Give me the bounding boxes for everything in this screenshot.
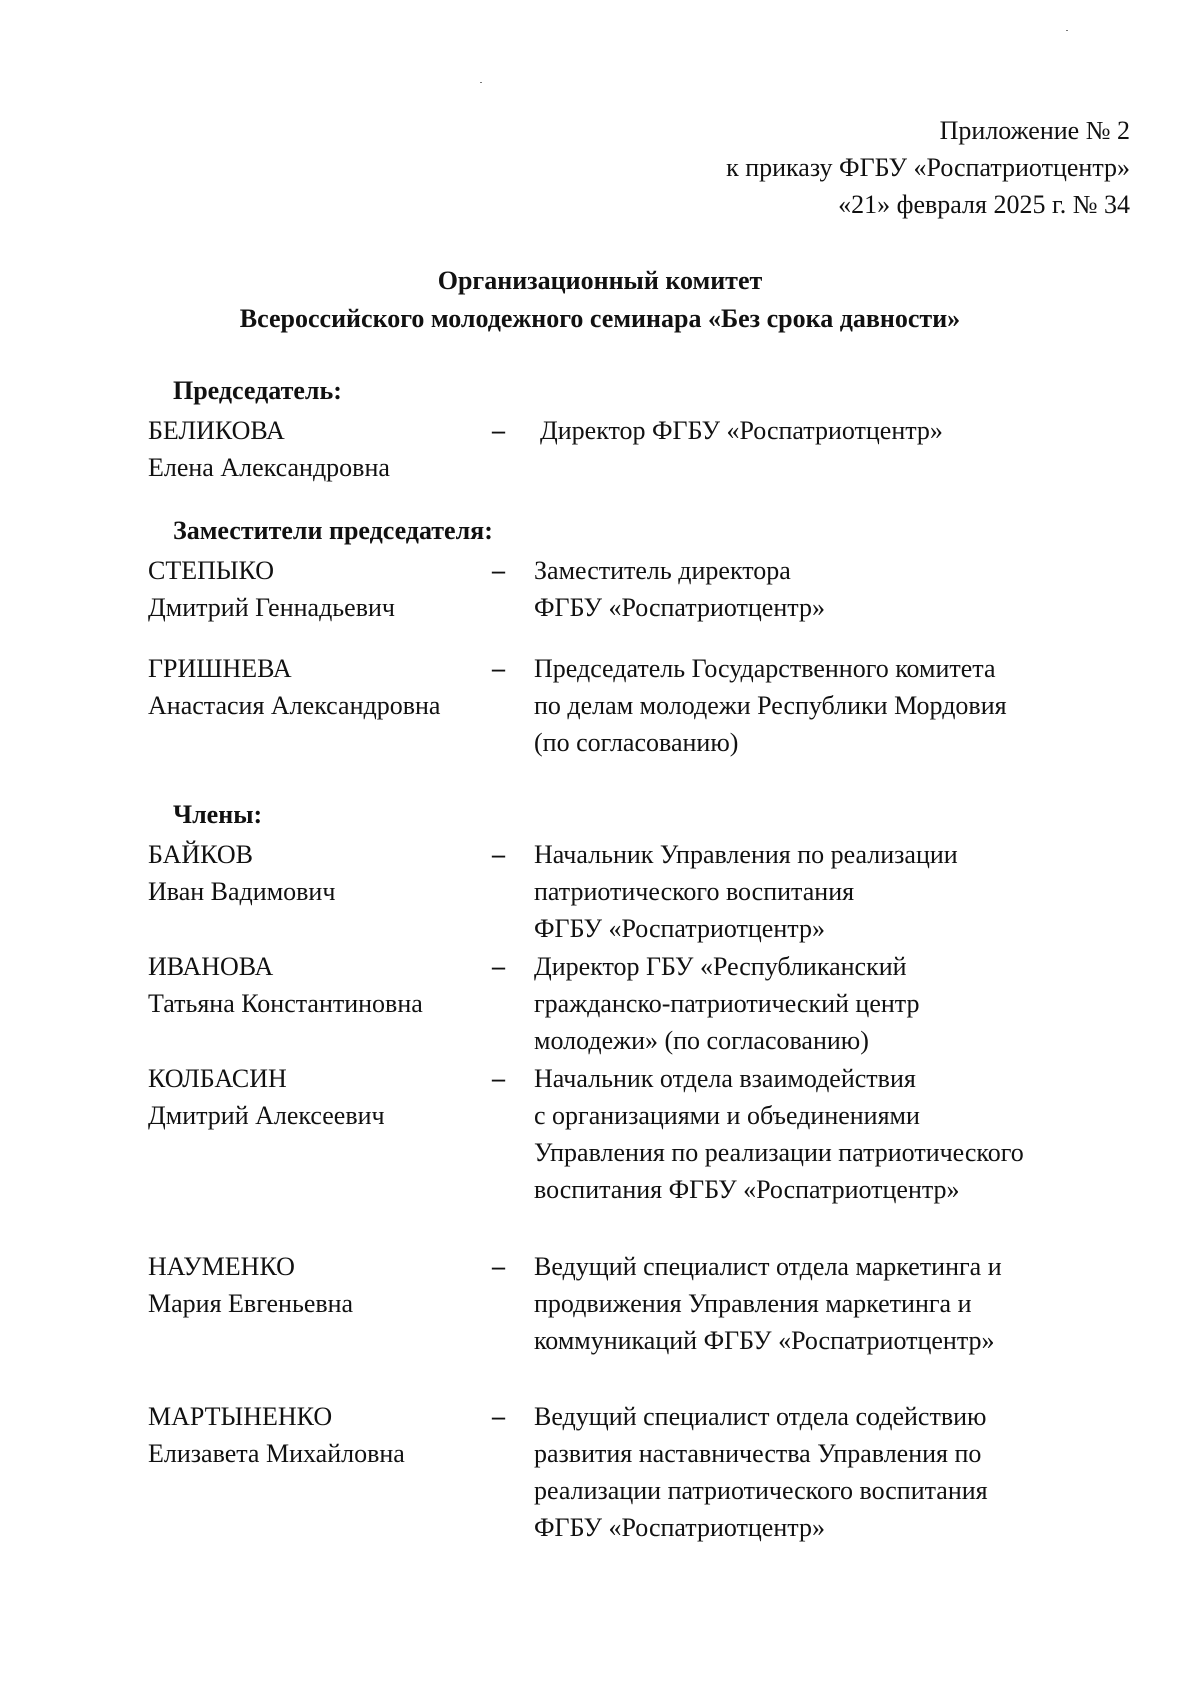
role-line: Управления по реализации патриотического [534,1138,1024,1167]
person-given-name: Татьяна Константиновна [148,989,423,1018]
person-surname: СТЕПЫКО [148,556,275,585]
document-title [0,262,1200,338]
role-line: реализации патриотического воспитания [534,1476,988,1505]
person-name [148,836,488,910]
person-surname: ИВАНОВА [148,952,274,981]
title-line-1: Организационный комитет [437,266,763,295]
person-role [534,1060,1094,1208]
role-line: ФГБУ «Роспатриотцентр» [534,593,825,622]
dash-separator: – [492,556,505,585]
person-given-name: Елена Александровна [148,453,390,482]
person-name [148,650,488,724]
person-given-name: Мария Евгеньевна [148,1289,354,1318]
person-given-name: Дмитрий Геннадьевич [148,593,395,622]
person-surname: НАУМЕНКО [148,1252,295,1281]
role-line: воспитания ФГБУ «Роспатриотцентр» [534,1175,960,1204]
appendix-header [726,112,1130,223]
role-line: с организациями и объединениями [534,1101,920,1130]
role-line: по делам молодежи Республики Мордовия [534,691,1007,720]
person-name [148,552,488,626]
person-role [534,836,1094,947]
person-name [148,412,488,486]
role-line: Председатель Государственного комитета [534,654,996,683]
person-role [534,1248,1094,1359]
person-surname: ГРИШНЕВА [148,654,292,683]
members-section-label: Члены: [173,800,263,829]
scan-speck [1066,30,1068,31]
role-line: патриотического воспитания [534,877,855,906]
person-role [534,948,1094,1059]
person-name [148,948,488,1022]
role-line: Ведущий специалист отдела содействию [534,1402,987,1431]
dash-separator: – [492,1402,505,1431]
person-surname: БАЙКОВ [148,840,253,869]
dash-separator: – [492,952,505,981]
person-name [148,1060,488,1134]
person-role [540,412,1100,449]
person-given-name: Дмитрий Алексеевич [148,1101,385,1130]
dash-separator: – [492,840,505,869]
person-name [148,1248,488,1322]
person-surname: КОЛБАСИН [148,1064,287,1093]
person-role [534,650,1094,761]
order-date: «21» февраля 2025 г. № 34 [838,190,1130,219]
title-line-2: Всероссийского молодежного семинара «Без срока давности» [239,304,961,333]
scan-speck [480,82,482,83]
dash-separator: – [492,1064,505,1093]
role-line: коммуникаций ФГБУ «Роспатриотцентр» [534,1326,995,1355]
role-line: (по согласованию) [534,728,739,757]
order-reference: к приказу ФГБУ «Роспатриотцентр» [726,153,1130,182]
chair-section-label: Председатель: [173,376,342,405]
role-line: Директор ФГБУ «Роспатриотцентр» [540,416,943,445]
role-line: Заместитель директора [534,556,791,585]
person-name [148,1398,488,1472]
role-line: молодежи» (по согласованию) [534,1026,869,1055]
person-surname: МАРТЫНЕНКО [148,1402,333,1431]
role-line: Начальник Управления по реализации [534,840,958,869]
role-line: гражданско-патриотический центр [534,989,920,1018]
role-line: Начальник отдела взаимодействия [534,1064,916,1093]
dash-separator: – [492,416,505,445]
deputies-section-label: Заместители председателя: [173,516,493,545]
role-line: Директор ГБУ «Республиканский [534,952,907,981]
appendix-number: Приложение № 2 [939,116,1130,145]
person-given-name: Елизавета Михайловна [148,1439,405,1468]
role-line: ФГБУ «Роспатриотцентр» [534,914,825,943]
person-given-name: Иван Вадимович [148,877,336,906]
role-line: Ведущий специалист отдела маркетинга и [534,1252,1002,1281]
person-role [534,1398,1094,1546]
person-given-name: Анастасия Александровна [148,691,441,720]
person-surname: БЕЛИКОВА [148,416,285,445]
person-role [534,552,1094,626]
role-line: продвижения Управления маркетинга и [534,1289,972,1318]
dash-separator: – [492,1252,505,1281]
role-line: развития наставничества Управления по [534,1439,982,1468]
role-line: ФГБУ «Роспатриотцентр» [534,1513,825,1542]
dash-separator: – [492,654,505,683]
